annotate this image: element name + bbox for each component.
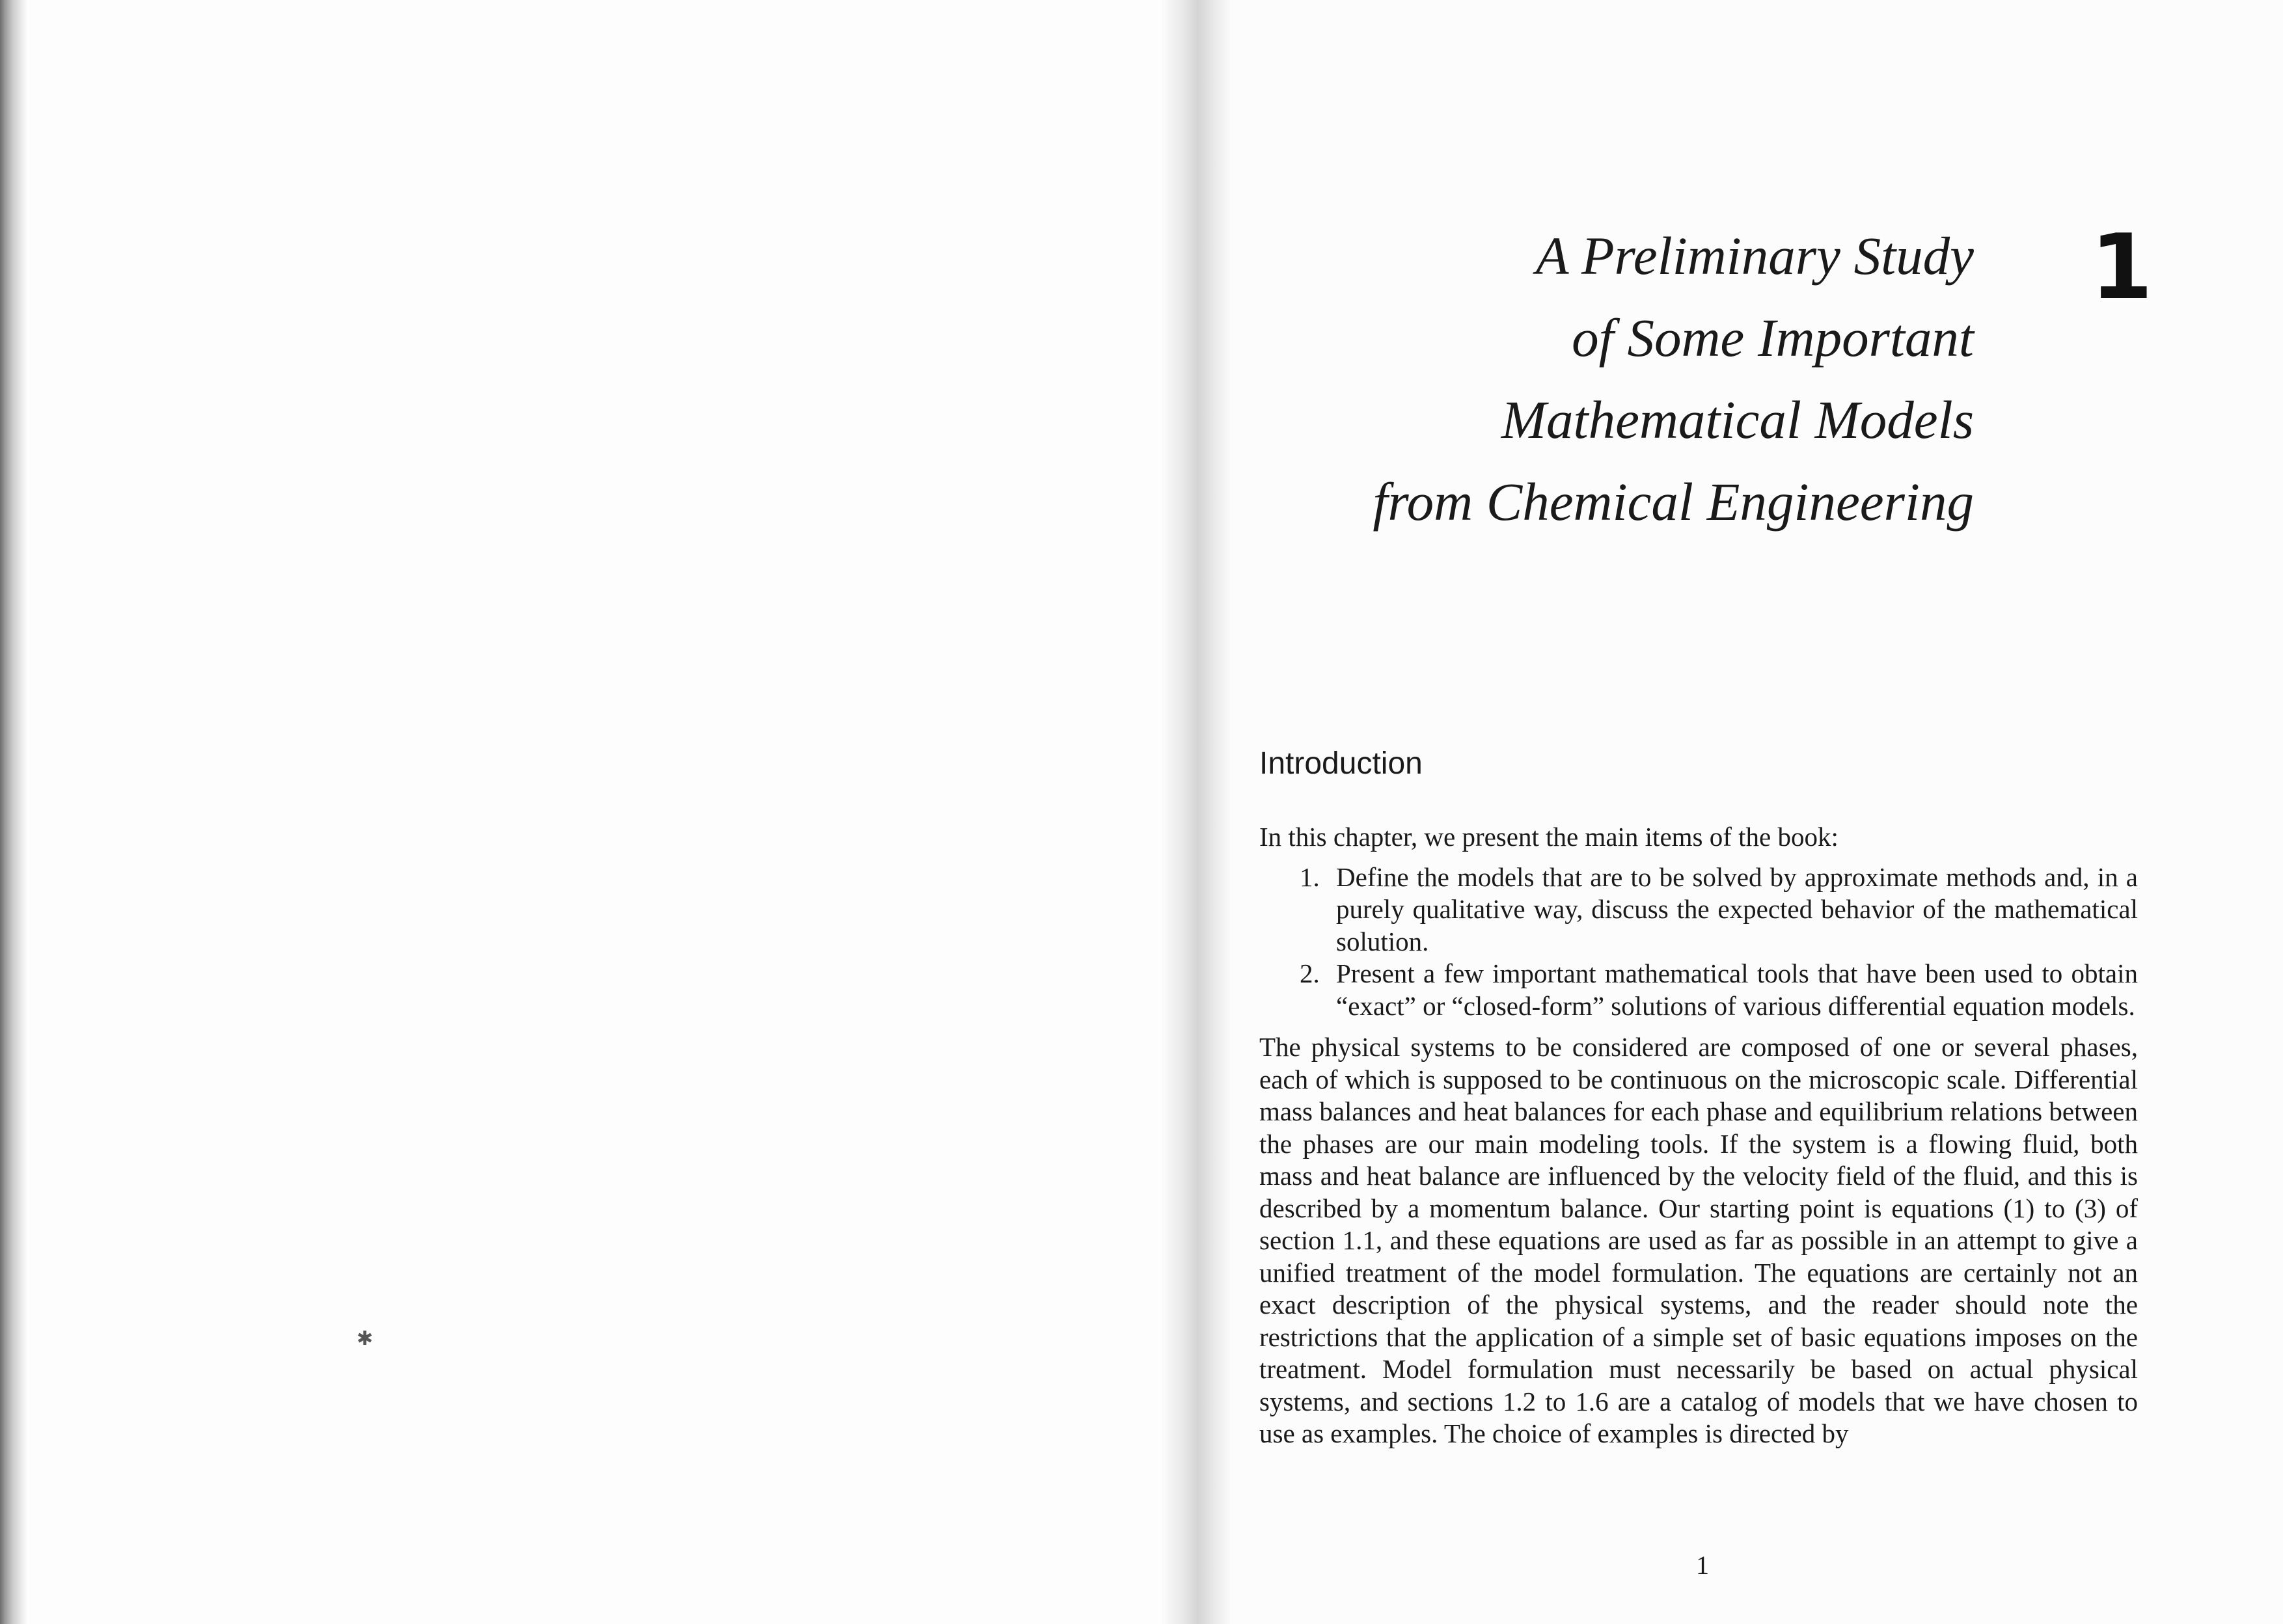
stray-ink-mark: ✱ xyxy=(357,1327,374,1350)
body-paragraph: The physical systems to be considered are composed of one or several phases, each of which is supposed to be continuous on the microscopic scale. Differential mass balances and heat balances for each phase and equilibrium relations between the phases are our main modeling tools. If the system is a flowing fluid, both mass and heat balance are influenced by the velocity field of the fluid, and this is described by a momentum balance. Our starting point is equations (1) to (3) of section 1.1, and these equations are used as far as possible in an attempt to give a unified treatment of the model formulation. The equations are certainly not an exact description of the physical systems, and the reader should note the restrictions that the application of a simple set of basic equations imposes on the treatment. Model formulation must necessarily be based on actual physical systems, and sections 1.2 to 1.6 are a catalog of models that we have chosen to use as examples. The choice of examples is directed by xyxy=(1259,1032,2138,1448)
list-item-number: 1. xyxy=(1300,861,1320,892)
intro-sentence: In this chapter, we present the main items of the book: xyxy=(1259,822,1839,852)
chapter-title-line: from Chemical Engineering xyxy=(1373,472,1974,532)
list-item xyxy=(1259,958,2138,1022)
gutter-shadow xyxy=(1158,0,1230,1624)
chapter-title-line: of Some Important xyxy=(1572,308,1974,368)
chapter-title-line: A Preliminary Study xyxy=(1535,226,1974,286)
right-page xyxy=(1230,0,2283,1624)
numbered-list xyxy=(1259,861,2138,1023)
left-binding-edge xyxy=(0,0,27,1624)
page-number: 1 xyxy=(1696,1550,1709,1580)
list-item xyxy=(1259,861,2138,958)
body-text xyxy=(1259,821,2138,1450)
chapter-number: 1 xyxy=(2090,215,2153,319)
list-item-number: 2. xyxy=(1300,958,1320,988)
chapter-title-line: Mathematical Models xyxy=(1501,390,1974,450)
list-item-text: Define the models that are to be solved by approximate methods and, in a purely qualitative way, discuss the expected behavior of the mathematical solution. xyxy=(1336,861,2138,956)
chapter-title xyxy=(1373,215,1974,543)
list-item-text: Present a few important mathematical tools that have been used to obtain “exact” or “closed-form” solutions of various differential equation models. xyxy=(1336,958,2138,1021)
section-heading: Introduction xyxy=(1259,746,1423,781)
